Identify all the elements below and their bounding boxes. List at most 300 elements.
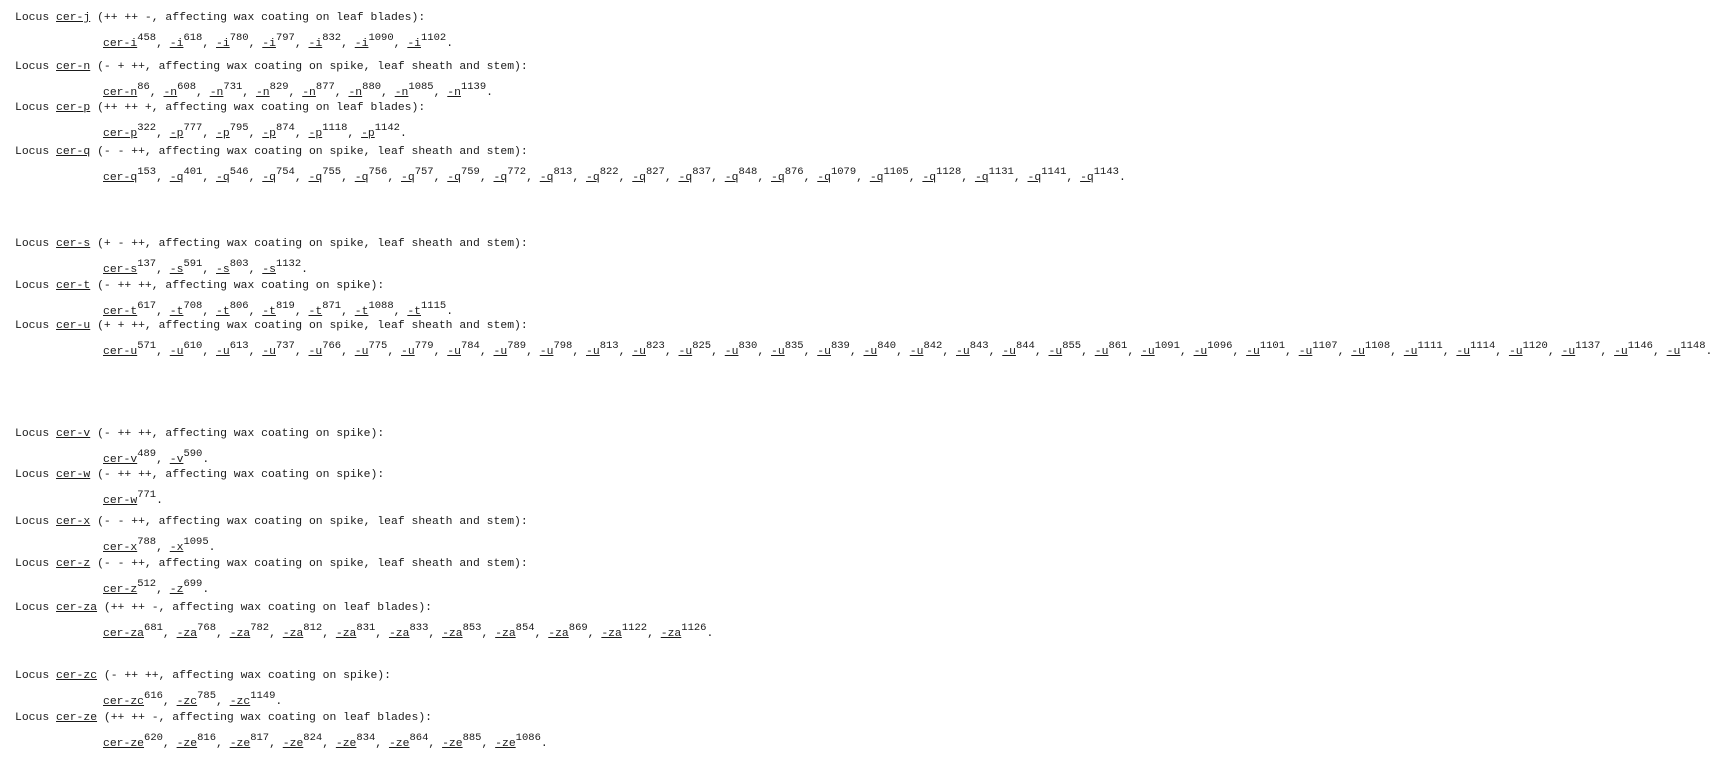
allele-number: 1107 — [1312, 340, 1338, 352]
allele-u-825 — [678, 340, 712, 358]
allele-number: 1126 — [681, 622, 707, 634]
locus-block-cer-w — [15, 469, 581, 510]
allele-p-874 — [262, 122, 295, 140]
allele-u-840 — [863, 340, 897, 358]
allele-prefix: -n — [163, 87, 178, 99]
locus-description: (- + ++, affecting wax coating on spike, leaf sheath and stem): — [97, 61, 528, 73]
locus-name: cer-x — [56, 516, 91, 528]
allele-separator: , — [803, 346, 818, 358]
locus-description: (++ ++ -, affecting wax coating on leaf blades): — [103, 602, 432, 614]
allele-prefix: -q — [447, 172, 461, 184]
allele-separator: , — [242, 87, 256, 99]
allele-number: 1101 — [1259, 340, 1286, 352]
allele-t-1088 — [354, 300, 394, 318]
allele-prefix: -u — [724, 346, 739, 358]
allele-prefix: -u — [956, 346, 970, 358]
allele-number: 322 — [137, 122, 157, 134]
allele-number: 831 — [356, 622, 376, 634]
allele-separator: , — [1600, 346, 1615, 358]
allele-zc-785 — [176, 690, 217, 708]
allele-separator: , — [322, 738, 336, 750]
allele-separator: , — [248, 346, 263, 358]
allele-list — [103, 448, 573, 469]
allele-prefix: -t — [407, 306, 421, 318]
allele-separator: , — [202, 346, 217, 358]
allele-za-782 — [229, 622, 270, 640]
allele-separator: , — [664, 346, 679, 358]
allele-u-610 — [169, 340, 203, 358]
allele-prefix: -zc — [176, 696, 198, 708]
allele-separator: , — [334, 87, 349, 99]
locus-name: cer-z — [56, 558, 91, 570]
allele-separator: , — [341, 306, 355, 318]
allele-number: 610 — [183, 340, 203, 352]
locus-name: cer-q — [56, 146, 91, 158]
allele-ze-816 — [176, 732, 217, 750]
locus-word: Locus — [15, 670, 50, 682]
allele-number: 812 — [303, 622, 323, 634]
locus-name: cer-t — [56, 280, 91, 292]
allele-separator: , — [248, 306, 263, 318]
allele-u-789 — [493, 340, 527, 358]
allele-prefix: -i — [216, 38, 230, 50]
locus-description: (- ++ ++, affecting wax coating on spike): — [97, 469, 385, 481]
allele-i-1102: $-i^{1102}$. — [407, 32, 454, 50]
allele-prefix: -zc — [229, 696, 251, 708]
allele-number: 759 — [460, 166, 480, 178]
locus-block-cer-u — [15, 320, 1712, 361]
allele-number: 785 — [197, 690, 217, 702]
allele-number: 458 — [137, 32, 157, 44]
allele-zc-1149: $-zc^{1149}$. — [229, 690, 283, 708]
allele-separator: , — [479, 346, 494, 358]
allele-u-1137 — [1561, 340, 1601, 358]
allele-number: 613 — [229, 340, 249, 352]
allele-prefix: -u — [771, 346, 785, 358]
allele-number: 86 — [137, 81, 150, 93]
allele-separator: , — [156, 264, 170, 276]
allele-separator: , — [664, 172, 679, 184]
allele-prefix: -u — [308, 346, 323, 358]
locus-block-cer-s — [15, 238, 581, 279]
allele-number: 780 — [229, 32, 249, 44]
allele-number: 608 — [177, 81, 197, 93]
allele-s-137 — [103, 258, 157, 276]
allele-separator: , — [481, 628, 496, 640]
locus-heading — [15, 12, 581, 25]
allele-ze-834 — [335, 732, 376, 750]
allele-q-1079 — [817, 166, 857, 184]
allele-zc-616 — [103, 690, 163, 708]
allele-ze-824 — [282, 732, 323, 750]
allele-number: 137 — [137, 258, 157, 270]
allele-number: 816 — [197, 732, 217, 744]
locus-heading — [15, 238, 581, 251]
allele-separator: , — [294, 172, 309, 184]
allele-separator: , — [341, 346, 355, 358]
allele-prefix: -q — [308, 172, 323, 184]
allele-n-731 — [209, 81, 243, 99]
allele-n-880 — [348, 81, 382, 99]
allele-prefix: -q — [922, 172, 937, 184]
allele-number: 779 — [414, 340, 434, 352]
allele-separator: , — [433, 172, 448, 184]
allele-prefix: -n — [209, 87, 224, 99]
allele-u-855 — [1048, 340, 1082, 358]
allele-separator: , — [803, 172, 818, 184]
allele-number: 782 — [250, 622, 270, 634]
allele-q-755 — [308, 166, 342, 184]
allele-separator: , — [942, 346, 957, 358]
allele-prefix: -u — [1141, 346, 1155, 358]
allele-prefix: -q — [586, 172, 600, 184]
allele-separator: , — [711, 346, 725, 358]
allele-separator: , — [757, 172, 772, 184]
allele-number: 546 — [229, 166, 249, 178]
allele-prefix: -q — [1080, 172, 1094, 184]
locus-block-cer-n — [15, 61, 581, 102]
allele-number: 616 — [144, 690, 163, 702]
allele-separator: , — [526, 172, 540, 184]
allele-separator: , — [248, 264, 263, 276]
allele-separator: , — [757, 346, 772, 358]
allele-prefix: -q — [262, 172, 276, 184]
allele-number: 1102 — [421, 32, 447, 44]
locus-block-cer-x — [15, 516, 581, 557]
allele-separator: , — [572, 172, 587, 184]
allele-u-842 — [909, 340, 943, 358]
allele-prefix: -u — [1094, 346, 1109, 358]
allele-t-819 — [262, 300, 295, 318]
allele-separator: , — [248, 128, 263, 140]
locus-heading — [15, 469, 581, 482]
allele-za-833 — [388, 622, 429, 640]
allele-prefix: -u — [1048, 346, 1063, 358]
allele-prefix: cer-ze — [103, 738, 145, 750]
allele-list — [103, 166, 1126, 187]
locus-word: Locus — [15, 558, 50, 570]
allele-prefix: -p — [361, 128, 375, 140]
allele-q-876 — [771, 166, 804, 184]
allele-prefix: -i — [354, 38, 369, 50]
allele-number: 1096 — [1207, 340, 1233, 352]
allele-u-1108 — [1351, 340, 1391, 358]
allele-q-546 — [216, 166, 249, 184]
allele-prefix: -v — [169, 454, 184, 466]
allele-u-784 — [447, 340, 480, 358]
locus-block-cer-j — [15, 12, 581, 53]
allele-number: 789 — [507, 340, 527, 352]
allele-q-757 — [401, 166, 434, 184]
locus-name: cer-za — [56, 602, 98, 614]
allele-number: 766 — [322, 340, 342, 352]
allele-prefix: cer-v — [103, 454, 138, 466]
allele-separator: , — [202, 264, 217, 276]
allele-prefix: -i — [169, 38, 184, 50]
allele-number: 848 — [738, 166, 758, 178]
locus-word: Locus — [15, 320, 50, 332]
allele-prefix: -p — [169, 128, 184, 140]
allele-number: 877 — [315, 81, 335, 93]
allele-separator: , — [1127, 346, 1142, 358]
locus-description: (- - ++, affecting wax coating on spike, leaf sheath and stem): — [97, 516, 528, 528]
allele-x-1095: $-x^{1095}$. — [169, 536, 216, 554]
allele-prefix: -s — [216, 264, 230, 276]
allele-q-759 — [447, 166, 480, 184]
allele-t-1115: $-t^{1115}$. — [407, 300, 454, 318]
locus-description: (++ ++ -, affecting wax coating on leaf blades): — [103, 712, 432, 724]
allele-number: 1143 — [1093, 166, 1119, 178]
allele-number: 1142 — [374, 122, 400, 134]
allele-separator: , — [202, 38, 217, 50]
allele-number: 681 — [144, 622, 163, 634]
locus-word: Locus — [15, 12, 50, 24]
allele-prefix: -za — [176, 628, 198, 640]
allele-v-590: $-v^{590}$. — [169, 448, 210, 466]
allele-prefix: -u — [1561, 346, 1576, 358]
allele-separator: , — [896, 346, 910, 358]
allele-number: 795 — [229, 122, 249, 134]
allele-number: 1091 — [1154, 340, 1180, 352]
allele-prefix: -q — [539, 172, 554, 184]
allele-prefix: -q — [401, 172, 415, 184]
allele-prefix: cer-t — [103, 306, 138, 318]
allele-prefix: -u — [863, 346, 878, 358]
allele-number: 731 — [223, 81, 243, 93]
allele-prefix: -u — [632, 346, 646, 358]
locus-block-cer-p — [15, 102, 581, 143]
allele-prefix: -ze — [442, 738, 463, 750]
allele-u-1107 — [1298, 340, 1338, 358]
allele-prefix: -p — [262, 128, 276, 140]
allele-separator: , — [202, 128, 217, 140]
allele-za-681 — [103, 622, 163, 640]
allele-prefix: -u — [354, 346, 369, 358]
allele-prefix: -za — [442, 628, 463, 640]
allele-prefix: -u — [586, 346, 600, 358]
allele-prefix: -q — [354, 172, 369, 184]
allele-number: 620 — [144, 732, 163, 744]
locus-heading — [15, 61, 581, 74]
allele-u-1146 — [1614, 340, 1653, 358]
locus-heading — [15, 102, 581, 115]
allele-number: 1088 — [368, 300, 394, 312]
allele-prefix: -u — [216, 346, 230, 358]
locus-description: (+ + ++, affecting wax coating on spike, leaf sheath and stem): — [97, 320, 528, 332]
allele-p-1118 — [308, 122, 348, 140]
allele-za-853 — [442, 622, 482, 640]
allele-separator: , — [156, 542, 170, 554]
allele-separator: , — [269, 738, 283, 750]
allele-u-844 — [1002, 340, 1035, 358]
allele-prefix: -t — [262, 306, 276, 318]
allele-prefix: -q — [974, 172, 989, 184]
allele-separator: , — [393, 38, 408, 50]
allele-number: 512 — [137, 578, 157, 590]
allele-prefix: -p — [216, 128, 230, 140]
locus-word: Locus — [15, 428, 50, 440]
allele-prefix: -q — [493, 172, 508, 184]
allele-prefix: -u — [539, 346, 554, 358]
allele-i-797 — [262, 32, 295, 50]
allele-i-618 — [169, 32, 203, 50]
allele-number: 571 — [137, 340, 157, 352]
allele-number: 834 — [356, 732, 376, 744]
allele-t-708 — [169, 300, 203, 318]
allele-number: 864 — [409, 732, 429, 744]
allele-t-871 — [308, 300, 342, 318]
allele-number: 1146 — [1627, 340, 1653, 352]
allele-number: 775 — [368, 340, 388, 352]
allele-separator: , — [216, 628, 230, 640]
allele-za-768 — [176, 622, 217, 640]
allele-q-1105 — [869, 166, 909, 184]
locus-block-cer-z — [15, 558, 581, 599]
allele-number: 755 — [322, 166, 342, 178]
allele-separator: , — [908, 172, 923, 184]
allele-s-803 — [216, 258, 249, 276]
allele-prefix: -ze — [282, 738, 304, 750]
allele-x-788 — [103, 536, 157, 554]
allele-za-869 — [548, 622, 588, 640]
allele-separator: , — [202, 306, 217, 318]
allele-separator: , — [647, 628, 661, 640]
allele-prefix: -i — [262, 38, 276, 50]
allele-number: 823 — [645, 340, 665, 352]
allele-separator: , — [294, 128, 309, 140]
allele-u-779 — [401, 340, 434, 358]
allele-number: 830 — [738, 340, 758, 352]
allele-number: 708 — [183, 300, 203, 312]
locus-word: Locus — [15, 61, 50, 73]
allele-prefix: -t — [216, 306, 230, 318]
allele-separator: , — [618, 346, 633, 358]
allele-separator: , — [428, 628, 443, 640]
allele-separator: , — [202, 172, 217, 184]
allele-separator: , — [156, 172, 170, 184]
allele-prefix: -u — [262, 346, 276, 358]
allele-q-754 — [262, 166, 295, 184]
allele-number: 813 — [553, 166, 573, 178]
allele-number: 1137 — [1575, 340, 1601, 352]
locus-name: cer-w — [56, 469, 91, 481]
allele-u-813 — [586, 340, 619, 358]
allele-number: 1115 — [421, 300, 447, 312]
locus-word: Locus — [15, 238, 50, 250]
allele-separator: , — [322, 628, 336, 640]
allele-separator: , — [288, 87, 303, 99]
allele-prefix: -ze — [176, 738, 198, 750]
allele-number: 1141 — [1041, 166, 1067, 178]
allele-u-823 — [632, 340, 665, 358]
allele-number: 1086 — [515, 732, 541, 744]
allele-prefix: -n — [255, 87, 270, 99]
allele-number: 819 — [275, 300, 295, 312]
allele-prefix: -q — [632, 172, 646, 184]
allele-prefix: -p — [308, 128, 323, 140]
allele-number: 829 — [269, 81, 289, 93]
locus-name: cer-s — [56, 238, 91, 250]
locus-heading — [15, 516, 581, 529]
allele-list — [103, 32, 573, 53]
allele-separator: , — [381, 87, 395, 99]
allele-separator: , — [156, 38, 170, 50]
allele-q-772 — [493, 166, 527, 184]
allele-w-771: cer-$w^{771}$. — [103, 489, 163, 507]
allele-separator: , — [387, 346, 402, 358]
locus-name: cer-zc — [56, 670, 98, 682]
allele-prefix: -q — [771, 172, 785, 184]
allele-number: 788 — [137, 536, 157, 548]
allele-s-591 — [169, 258, 203, 276]
allele-prefix: -q — [678, 172, 693, 184]
allele-separator: , — [1337, 346, 1352, 358]
allele-q-848 — [724, 166, 758, 184]
allele-number: 772 — [507, 166, 527, 178]
allele-separator: , — [294, 306, 309, 318]
allele-separator: , — [988, 346, 1003, 358]
allele-v-489 — [103, 448, 157, 466]
allele-prefix: -q — [216, 172, 230, 184]
allele-separator: , — [1034, 346, 1049, 358]
allele-number: 617 — [137, 300, 157, 312]
allele-i-832 — [308, 32, 342, 50]
allele-prefix: -u — [1666, 346, 1681, 358]
allele-prefix: -u — [401, 346, 415, 358]
allele-number: 876 — [784, 166, 804, 178]
allele-q-837 — [678, 166, 712, 184]
allele-prefix: -q — [869, 172, 884, 184]
allele-prefix: cer-p — [103, 128, 138, 140]
locus-word: Locus — [15, 469, 50, 481]
allele-list — [103, 122, 573, 143]
allele-prefix: -ze — [388, 738, 410, 750]
allele-prefix: -n — [348, 87, 363, 99]
allele-separator: , — [149, 87, 164, 99]
allele-separator: , — [294, 346, 309, 358]
allele-p-322 — [103, 122, 157, 140]
allele-number: 869 — [568, 622, 588, 634]
allele-prefix: -za — [229, 628, 251, 640]
allele-number: 854 — [515, 622, 535, 634]
allele-za-1122 — [601, 622, 648, 640]
allele-i-1090 — [354, 32, 394, 50]
locus-word: Locus — [15, 280, 50, 292]
allele-separator: , — [526, 346, 540, 358]
locus-description: (- - ++, affecting wax coating on spike, leaf sheath and stem): — [97, 558, 528, 570]
allele-separator: , — [156, 128, 170, 140]
allele-number: 1111 — [1417, 340, 1443, 352]
locus-block-cer-q — [15, 146, 1126, 187]
allele-separator: , — [375, 738, 389, 750]
allele-prefix: cer-q — [103, 172, 138, 184]
allele-separator: , — [162, 738, 177, 750]
allele-number: 591 — [183, 258, 203, 270]
allele-number: 825 — [692, 340, 712, 352]
allele-u-1091 — [1141, 340, 1180, 358]
allele-q-1131 — [974, 166, 1014, 184]
allele-ze-817 — [229, 732, 270, 750]
allele-u-737 — [262, 340, 295, 358]
allele-number: 771 — [137, 489, 157, 501]
allele-prefix: -n — [394, 87, 409, 99]
allele-q-401 — [169, 166, 203, 184]
allele-prefix: -u — [678, 346, 693, 358]
allele-separator: , — [162, 628, 177, 640]
locus-block-cer-t — [15, 280, 581, 321]
allele-prefix: -u — [1508, 346, 1523, 358]
allele-i-458 — [103, 32, 157, 50]
